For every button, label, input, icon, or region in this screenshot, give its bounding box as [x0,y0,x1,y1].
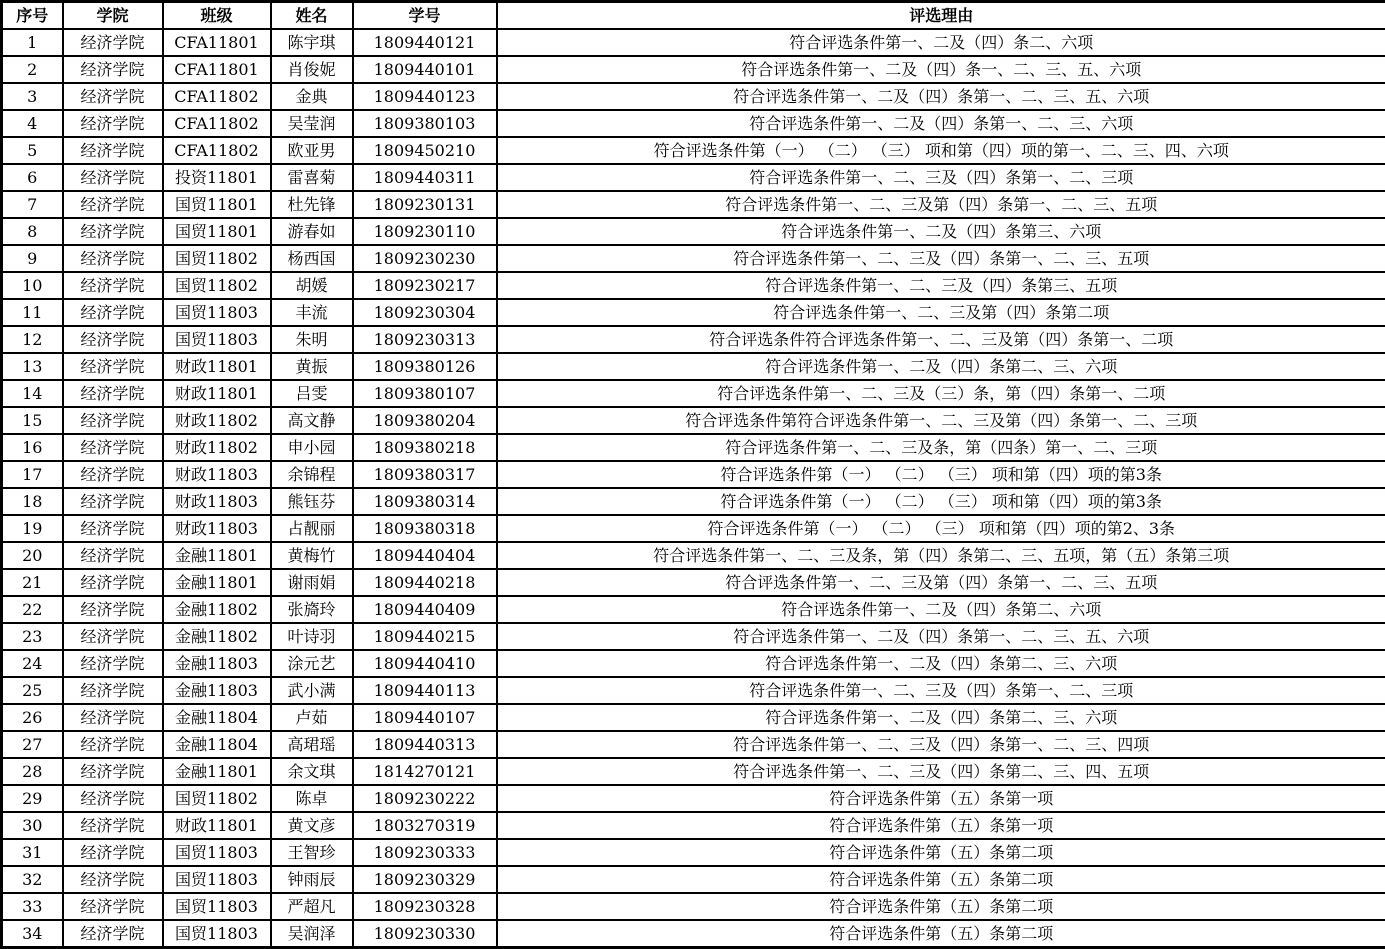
cell-class: 国贸11802 [163,272,271,299]
cell-index: 27 [2,731,63,758]
header-student-id: 学号 [353,2,497,30]
cell-student-id: 1809380318 [353,515,497,542]
cell-student-id: 1809380317 [353,461,497,488]
cell-class: 国贸11801 [163,191,271,218]
cell-class: 投资11801 [163,164,271,191]
cell-student-id: 1809230304 [353,299,497,326]
cell-college: 经济学院 [63,542,163,569]
cell-college: 经济学院 [63,758,163,785]
cell-reason: 符合评选条件第（五）条第一项 [497,785,1385,812]
cell-name: 叶诗羽 [271,623,353,650]
table-row [2,164,1385,191]
cell-index: 26 [2,704,63,731]
cell-reason: 符合评选条件第一、二及（四）条第二、六项 [497,596,1385,623]
cell-class: 财政11803 [163,515,271,542]
table-row [2,326,1385,353]
cell-name: 谢雨娟 [271,569,353,596]
cell-reason: 符合评选条件第一、二、三及（四）条第二、三、四、五项 [497,758,1385,785]
table-row [2,245,1385,272]
table-row [2,731,1385,758]
cell-student-id: 1809450210 [353,137,497,164]
cell-index: 25 [2,677,63,704]
cell-name: 吕雯 [271,380,353,407]
cell-index: 31 [2,839,63,866]
cell-index: 7 [2,191,63,218]
header-class: 班级 [163,2,271,30]
cell-index: 17 [2,461,63,488]
cell-reason: 符合评选条件第（一） （二） （三） 项和第（四）项的第3条 [497,461,1385,488]
cell-student-id: 1809440410 [353,650,497,677]
cell-index: 22 [2,596,63,623]
cell-college: 经济学院 [63,596,163,623]
table-row [2,704,1385,731]
table-row [2,623,1385,650]
cell-index: 2 [2,56,63,83]
table-row [2,596,1385,623]
cell-college: 经济学院 [63,245,163,272]
header-name: 姓名 [271,2,353,30]
cell-college: 经济学院 [63,839,163,866]
cell-class: 金融11801 [163,542,271,569]
cell-name: 陈卓 [271,785,353,812]
cell-name: 余文琪 [271,758,353,785]
cell-name: 吴润泽 [271,920,353,948]
cell-college: 经济学院 [63,56,163,83]
cell-college: 经济学院 [63,83,163,110]
cell-index: 12 [2,326,63,353]
cell-reason: 符合评选条件第一、二及（四）条第一、二、三、五、六项 [497,83,1385,110]
table-row [2,110,1385,137]
cell-index: 13 [2,353,63,380]
cell-name: 杜先锋 [271,191,353,218]
cell-college: 经济学院 [63,272,163,299]
table-body [2,29,1385,948]
cell-name: 王智珍 [271,839,353,866]
cell-reason: 符合评选条件第符合评选条件第一、二、三及第（四）条第一、二、三项 [497,407,1385,434]
cell-reason: 符合评选条件第（一） （二） （三） 项和第（四）项的第一、二、三、四、六项 [497,137,1385,164]
table-row [2,785,1385,812]
cell-college: 经济学院 [63,353,163,380]
cell-name: 占靓丽 [271,515,353,542]
cell-index: 9 [2,245,63,272]
cell-student-id: 1809230333 [353,839,497,866]
header-reason: 评选理由 [497,2,1385,30]
cell-college: 经济学院 [63,218,163,245]
table-row [2,380,1385,407]
cell-student-id: 1809380218 [353,434,497,461]
cell-index: 29 [2,785,63,812]
cell-index: 11 [2,299,63,326]
cell-index: 32 [2,866,63,893]
cell-student-id: 1814270121 [353,758,497,785]
cell-student-id: 1809380103 [353,110,497,137]
cell-college: 经济学院 [63,704,163,731]
cell-student-id: 1809230313 [353,326,497,353]
cell-reason: 符合评选条件第（五）条第二项 [497,893,1385,920]
table-row [2,407,1385,434]
cell-reason: 符合评选条件第一、二、三及（四）条第三、五项 [497,272,1385,299]
cell-class: CFA11802 [163,137,271,164]
cell-student-id: 1809440404 [353,542,497,569]
cell-name: 金典 [271,83,353,110]
cell-reason: 符合评选条件第一、二、三及条，第（四）条第二、三、五项，第（五）条第三项 [497,542,1385,569]
cell-index: 18 [2,488,63,515]
cell-index: 14 [2,380,63,407]
cell-reason: 符合评选条件符合评选条件第一、二、三及第（四）条第一、二项 [497,326,1385,353]
cell-class: 财政11801 [163,812,271,839]
cell-name: 余锦程 [271,461,353,488]
cell-index: 28 [2,758,63,785]
header-index: 序号 [2,2,63,30]
cell-class: 财政11803 [163,461,271,488]
cell-student-id: 1809440123 [353,83,497,110]
cell-student-id: 1803270319 [353,812,497,839]
cell-student-id: 1809230328 [353,893,497,920]
cell-class: 国贸11802 [163,785,271,812]
cell-name: 吴莹润 [271,110,353,137]
cell-reason: 符合评选条件第一、二、三及（四）条第一、二、三、四项 [497,731,1385,758]
cell-class: 国贸11803 [163,920,271,948]
cell-student-id: 1809380204 [353,407,497,434]
cell-college: 经济学院 [63,407,163,434]
cell-student-id: 1809230222 [353,785,497,812]
cell-class: 财政11802 [163,434,271,461]
cell-class: 金融11804 [163,704,271,731]
cell-class: 财政11803 [163,488,271,515]
cell-student-id: 1809380107 [353,380,497,407]
cell-name: 朱明 [271,326,353,353]
cell-class: CFA11802 [163,110,271,137]
cell-class: 国贸11803 [163,839,271,866]
table-row [2,137,1385,164]
table-row [2,893,1385,920]
cell-reason: 符合评选条件第一、二及（四）条第二、三、六项 [497,704,1385,731]
cell-class: CFA11802 [163,83,271,110]
cell-reason: 符合评选条件第（一） （二） （三） 项和第（四）项的第2、3条 [497,515,1385,542]
cell-reason: 符合评选条件第（五）条第二项 [497,839,1385,866]
cell-student-id: 1809440113 [353,677,497,704]
cell-name: 欧亚男 [271,137,353,164]
cell-index: 3 [2,83,63,110]
cell-name: 卢茹 [271,704,353,731]
cell-class: 国贸11803 [163,866,271,893]
cell-college: 经济学院 [63,434,163,461]
cell-index: 21 [2,569,63,596]
cell-index: 33 [2,893,63,920]
cell-student-id: 1809230110 [353,218,497,245]
cell-college: 经济学院 [63,488,163,515]
table-header-row [2,2,1385,30]
cell-student-id: 1809440409 [353,596,497,623]
table-row [2,920,1385,948]
cell-class: CFA11801 [163,29,271,56]
cell-college: 经济学院 [63,191,163,218]
cell-reason: 符合评选条件第一、二、三及（四）条第一、二、三项 [497,164,1385,191]
cell-index: 5 [2,137,63,164]
cell-class: 金融11803 [163,677,271,704]
cell-name: 胡媛 [271,272,353,299]
cell-college: 经济学院 [63,164,163,191]
cell-reason: 符合评选条件第（五）条第二项 [497,920,1385,948]
cell-index: 8 [2,218,63,245]
table-row [2,434,1385,461]
cell-college: 经济学院 [63,893,163,920]
cell-student-id: 1809380314 [353,488,497,515]
cell-reason: 符合评选条件第一、二、三及（三）条，第（四）条第一、二项 [497,380,1385,407]
table-row [2,218,1385,245]
cell-student-id: 1809230330 [353,920,497,948]
cell-index: 19 [2,515,63,542]
cell-name: 黄梅竹 [271,542,353,569]
cell-student-id: 1809230131 [353,191,497,218]
table-row [2,515,1385,542]
cell-reason: 符合评选条件第一、二及（四）条第二、三、六项 [497,650,1385,677]
cell-reason: 符合评选条件第一、二及（四）条一、二、三、五、六项 [497,56,1385,83]
cell-student-id: 1809440313 [353,731,497,758]
cell-class: 财政11802 [163,407,271,434]
cell-reason: 符合评选条件第（五）条第二项 [497,866,1385,893]
cell-student-id: 1809380126 [353,353,497,380]
cell-index: 6 [2,164,63,191]
cell-name: 杨西国 [271,245,353,272]
cell-student-id: 1809440311 [353,164,497,191]
cell-college: 经济学院 [63,623,163,650]
table-row [2,56,1385,83]
cell-index: 24 [2,650,63,677]
cell-college: 经济学院 [63,650,163,677]
cell-class: 财政11801 [163,353,271,380]
table-row [2,758,1385,785]
table-row [2,866,1385,893]
table-row [2,353,1385,380]
cell-class: 金融11802 [163,623,271,650]
cell-index: 10 [2,272,63,299]
cell-class: 国贸11801 [163,218,271,245]
cell-student-id: 1809230329 [353,866,497,893]
cell-student-id: 1809440101 [353,56,497,83]
cell-reason: 符合评选条件第（一） （二） （三） 项和第（四）项的第3条 [497,488,1385,515]
cell-class: 国贸11803 [163,299,271,326]
cell-name: 高珺瑶 [271,731,353,758]
cell-index: 4 [2,110,63,137]
cell-reason: 符合评选条件第一、二及（四）条第一、二、三、六项 [497,110,1385,137]
cell-name: 严超凡 [271,893,353,920]
cell-index: 20 [2,542,63,569]
cell-reason: 符合评选条件第一、二、三及第（四）条第一、二、三、五项 [497,569,1385,596]
table-row [2,29,1385,56]
cell-college: 经济学院 [63,110,163,137]
cell-college: 经济学院 [63,920,163,948]
cell-reason: 符合评选条件第一、二、三及第（四）条第二项 [497,299,1385,326]
cell-college: 经济学院 [63,380,163,407]
table-row [2,299,1385,326]
table-row [2,461,1385,488]
cell-name: 申小园 [271,434,353,461]
cell-college: 经济学院 [63,461,163,488]
cell-reason: 符合评选条件第一、二及（四）条第三、六项 [497,218,1385,245]
cell-student-id: 1809440218 [353,569,497,596]
cell-reason: 符合评选条件第一、二、三及第（四）条第一、二、三、五项 [497,191,1385,218]
cell-index: 16 [2,434,63,461]
cell-name: 武小满 [271,677,353,704]
cell-student-id: 1809440107 [353,704,497,731]
cell-reason: 符合评选条件第（五）条第一项 [497,812,1385,839]
cell-student-id: 1809230217 [353,272,497,299]
cell-name: 钟雨辰 [271,866,353,893]
header-college: 学院 [63,2,163,30]
table-row [2,542,1385,569]
table-row [2,83,1385,110]
table-row [2,191,1385,218]
table-row [2,812,1385,839]
table-row [2,650,1385,677]
cell-class: 财政11801 [163,380,271,407]
cell-class: 金融11804 [163,731,271,758]
cell-class: 国贸11803 [163,326,271,353]
cell-student-id: 1809440215 [353,623,497,650]
cell-name: 张旖玲 [271,596,353,623]
cell-college: 经济学院 [63,866,163,893]
cell-college: 经济学院 [63,785,163,812]
cell-name: 肖俊妮 [271,56,353,83]
table-row [2,839,1385,866]
cell-index: 30 [2,812,63,839]
cell-college: 经济学院 [63,812,163,839]
table-row [2,488,1385,515]
table-row [2,569,1385,596]
cell-index: 15 [2,407,63,434]
cell-name: 陈宇琪 [271,29,353,56]
cell-college: 经济学院 [63,29,163,56]
table-row [2,677,1385,704]
cell-college: 经济学院 [63,326,163,353]
cell-college: 经济学院 [63,677,163,704]
cell-name: 涂元艺 [271,650,353,677]
cell-name: 熊钰芬 [271,488,353,515]
table-row [2,272,1385,299]
cell-reason: 符合评选条件第一、二、三及条，第（四条）第一、二、三项 [497,434,1385,461]
cell-college: 经济学院 [63,515,163,542]
cell-class: 金融11803 [163,650,271,677]
cell-college: 经济学院 [63,299,163,326]
cell-reason: 符合评选条件第一、二及（四）条第一、二、三、五、六项 [497,623,1385,650]
cell-class: CFA11801 [163,56,271,83]
cell-index: 34 [2,920,63,948]
cell-name: 丰流 [271,299,353,326]
cell-reason: 符合评选条件第一、二及（四）条第二、三、六项 [497,353,1385,380]
cell-reason: 符合评选条件第一、二、三及（四）条第一、二、三、五项 [497,245,1385,272]
cell-college: 经济学院 [63,137,163,164]
cell-student-id: 1809440121 [353,29,497,56]
cell-name: 黄文彦 [271,812,353,839]
cell-name: 黄振 [271,353,353,380]
cell-name: 游春如 [271,218,353,245]
cell-name: 高文静 [271,407,353,434]
cell-index: 23 [2,623,63,650]
cell-college: 经济学院 [63,569,163,596]
cell-reason: 符合评选条件第一、二及（四）条二、六项 [497,29,1385,56]
cell-class: 金融11801 [163,569,271,596]
cell-class: 国贸11803 [163,893,271,920]
cell-college: 经济学院 [63,731,163,758]
cell-name: 雷喜菊 [271,164,353,191]
cell-index: 1 [2,29,63,56]
cell-reason: 符合评选条件第一、二、三及（四）条第一、二、三项 [497,677,1385,704]
cell-class: 金融11801 [163,758,271,785]
cell-class: 金融11802 [163,596,271,623]
cell-class: 国贸11802 [163,245,271,272]
cell-student-id: 1809230230 [353,245,497,272]
